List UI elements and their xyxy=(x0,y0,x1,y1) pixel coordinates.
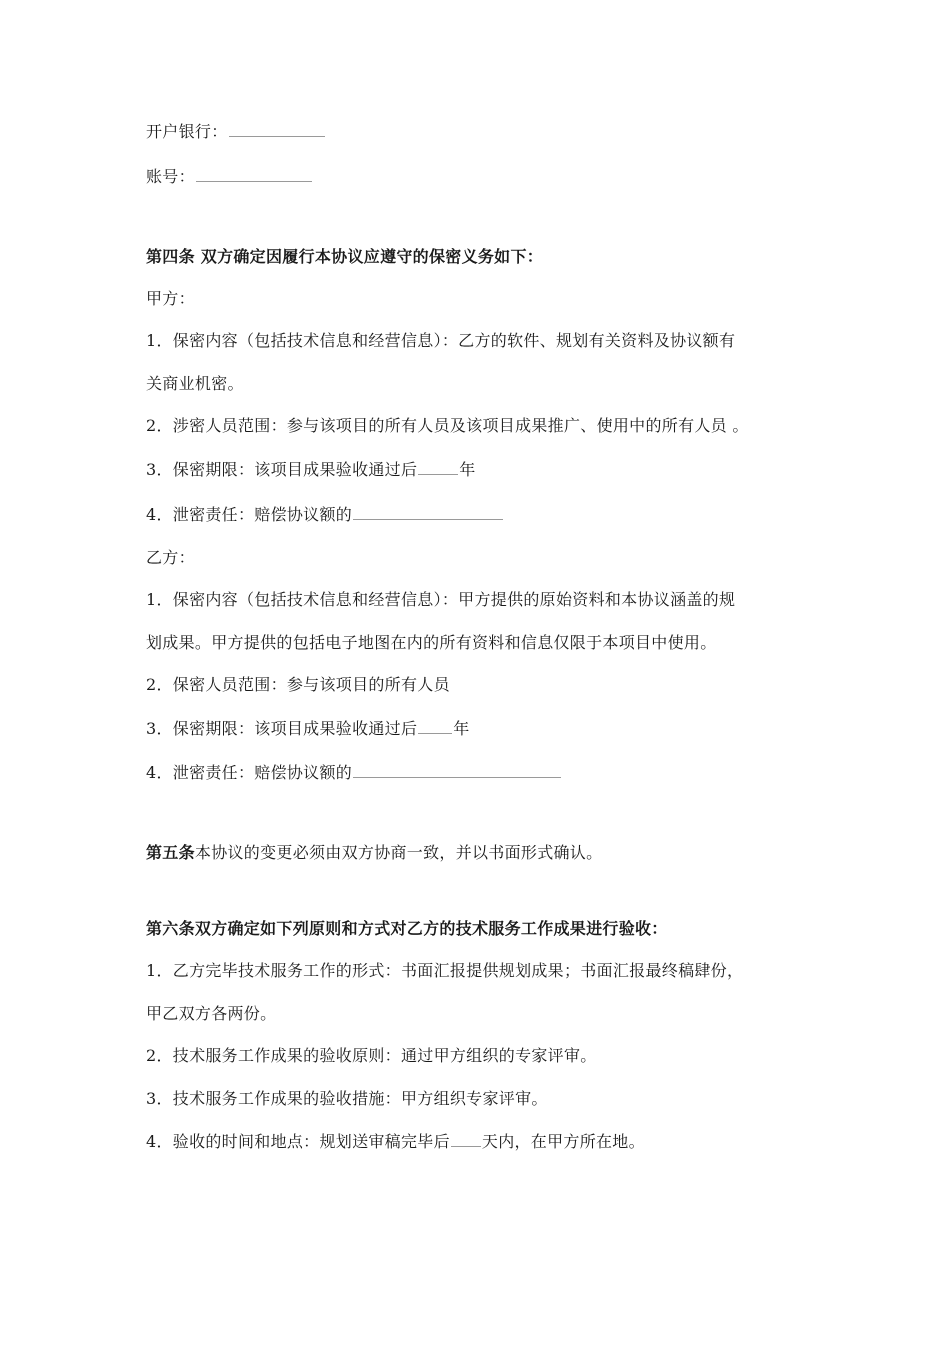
party-b-item3-suffix: 年 xyxy=(453,719,470,738)
party-a-item2: 2．涉密人员范围：参与该项目的所有人员及该项目成果推广、使用中的所有人员 。 xyxy=(146,416,749,435)
party-b-item2: 2．保密人员范围：参与该项目的所有人员 xyxy=(146,675,450,694)
party-a-item4 xyxy=(146,503,504,526)
bank-line xyxy=(146,120,326,143)
article6-item4-prefix: 4．验收的时间和地点：规划送审稿完毕后 xyxy=(146,1132,450,1151)
account-blank[interactable] xyxy=(196,165,312,182)
party-b-item1-line2: 划成果。甲方提供的包括电子地图在内的所有资料和信息仅限于本项目中使用。 xyxy=(146,633,717,652)
party-b-label: 乙方： xyxy=(146,548,195,567)
party-a-item3-prefix: 3．保密期限：该项目成果验收通过后 xyxy=(146,460,418,479)
party-a-item1-line2: 关商业机密。 xyxy=(146,374,244,393)
party-a-liability-blank[interactable] xyxy=(353,503,503,520)
article6-heading: 第六条双方确定如下列原则和方式对乙方的技术服务工作成果进行验收： xyxy=(146,919,668,938)
party-b-term-blank[interactable] xyxy=(418,717,452,734)
party-b-item4 xyxy=(146,761,562,784)
article6-item2: 2．技术服务工作成果的验收原则：通过甲方组织的专家评审。 xyxy=(146,1046,597,1065)
article6-item3: 3．技术服务工作成果的验收措施：甲方组织专家评审。 xyxy=(146,1089,548,1108)
article5-text: 本协议的变更必须由双方协商一致，并以书面形式确认。 xyxy=(194,843,603,862)
account-label: 账号： xyxy=(146,167,195,186)
party-b-item3-prefix: 3．保密期限：该项目成果验收通过后 xyxy=(146,719,418,738)
party-b-item3 xyxy=(146,717,470,740)
article6-item1-line2: 甲乙双方各两份。 xyxy=(146,1004,277,1023)
party-a-item1-line1: 1．保密内容（包括技术信息和经营信息）：乙方的软件、规划有关资料及协议额有 xyxy=(146,331,736,350)
party-a-item4-prefix: 4．泄密责任：赔偿协议额的 xyxy=(146,505,353,524)
article4-heading: 第四条 双方确定因履行本协议应遵守的保密义务如下： xyxy=(146,247,544,266)
article5-heading: 第五条 xyxy=(146,843,195,862)
party-b-item4-prefix: 4．泄密责任：赔偿协议额的 xyxy=(146,763,353,782)
party-a-label: 甲方： xyxy=(146,289,195,308)
party-b-liability-blank[interactable] xyxy=(353,761,561,778)
party-b-item1-line1: 1．保密内容（包括技术信息和经营信息）：甲方提供的原始资料和本协议涵盖的规 xyxy=(146,590,736,609)
article6-item1-line1: 1．乙方完毕技术服务工作的形式：书面汇报提供规划成果；书面汇报最终稿肆份， xyxy=(146,961,744,980)
party-a-item3-suffix: 年 xyxy=(459,460,476,479)
party-a-term-blank[interactable] xyxy=(418,458,458,475)
acceptance-days-blank[interactable] xyxy=(451,1130,481,1147)
party-a-item3 xyxy=(146,458,476,481)
bank-label: 开户银行： xyxy=(146,122,228,141)
account-line xyxy=(146,165,313,188)
article5-paragraph xyxy=(146,842,602,864)
bank-blank[interactable] xyxy=(229,120,325,137)
article6-item4-suffix: 天内，在甲方所在地。 xyxy=(481,1132,645,1151)
article6-item4 xyxy=(146,1130,645,1153)
